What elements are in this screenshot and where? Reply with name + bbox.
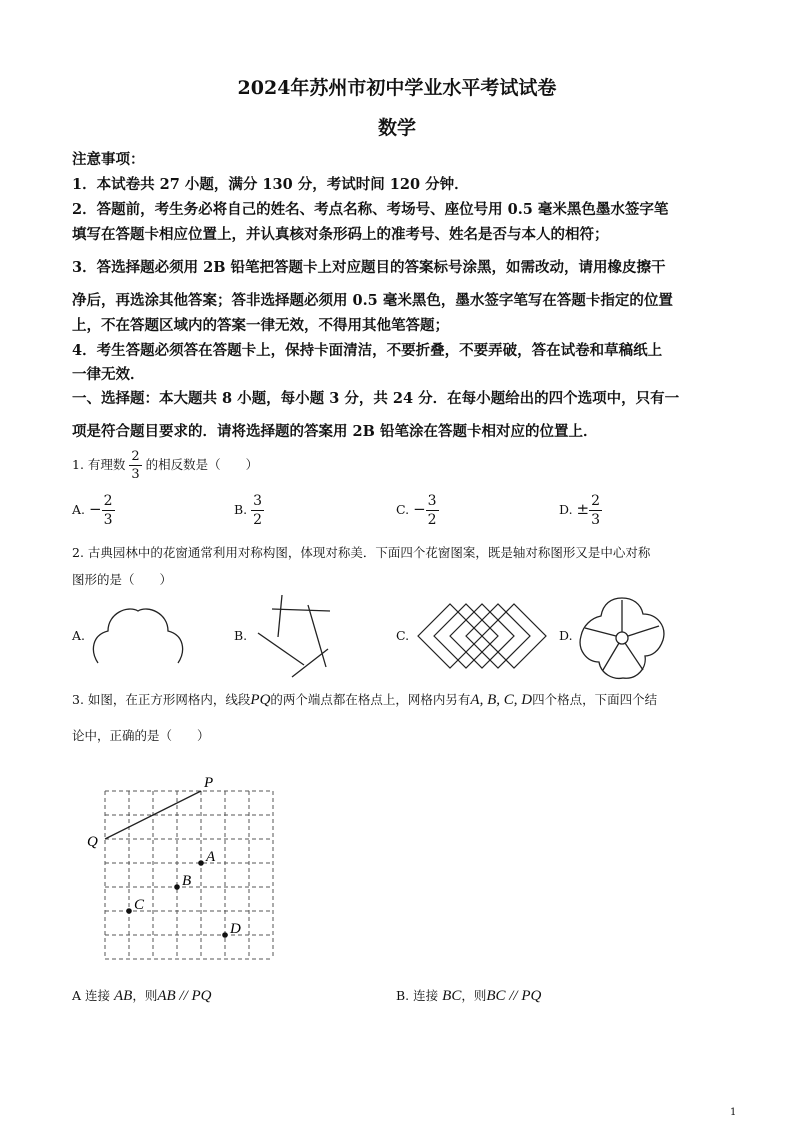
q3-text-a: 3. 如图，在正方形网格内，线段 xyxy=(72,692,251,707)
q1-b-den: 2 xyxy=(253,512,263,528)
notice-heading: 注意事项： xyxy=(72,151,145,168)
q1-a-label: A. xyxy=(72,502,86,517)
page-number: 1 xyxy=(730,1107,737,1118)
section-1-line-1: 一、选择题：本大题共 8 小题，每小题 3 分，共 24 分．在每小题给出的四个选项中，只有一 xyxy=(72,390,680,407)
q3-b-relation: BC // PQ xyxy=(486,988,542,1004)
q1-suffix: 的相反数是（ ） xyxy=(145,457,259,472)
q1-a-frac xyxy=(102,494,115,527)
q3-label-d: D xyxy=(230,921,241,937)
notice-line-2: 2．答题前，考生务必将自己的姓名、考点名称、考场号、座位号用 0.5 毫米黑色墨水签字笔 xyxy=(72,201,669,218)
q1-a-den: 3 xyxy=(103,512,113,528)
q3-a-then: ，则 xyxy=(132,988,158,1003)
q1-b-num: 3 xyxy=(253,493,263,509)
q1-d-num: 2 xyxy=(591,493,601,509)
q3-point-d xyxy=(222,932,228,938)
q3-b-then: ，则 xyxy=(461,988,487,1003)
q3-label-c: C xyxy=(134,897,145,913)
q2-b-label[interactable]: B. xyxy=(234,628,248,643)
q1-b-frac xyxy=(251,494,264,527)
q2-b-pentagon-figure xyxy=(252,593,336,683)
q1-c-num: 3 xyxy=(427,493,437,509)
q3-label-q: Q xyxy=(87,834,98,850)
q2-d-label[interactable]: D. xyxy=(559,628,573,643)
q1-a-num: 2 xyxy=(103,493,113,509)
notice-line-6: 上，不在答题区域内的答案一律无效，不得用其他笔答题； xyxy=(72,317,449,334)
q1-a-sign: − xyxy=(89,500,102,518)
q1-option-d[interactable] xyxy=(559,494,602,527)
q1-option-c[interactable] xyxy=(396,494,439,527)
question-3-line-1 xyxy=(72,690,657,709)
q3-point-c xyxy=(126,908,132,914)
q3-point-b xyxy=(174,884,180,890)
q3-option-b[interactable] xyxy=(396,986,541,1005)
q1-c-sign: − xyxy=(413,500,426,518)
q3-text-c: 四个格点，下面四个结 xyxy=(532,692,658,707)
q1-frac-num: 2 xyxy=(131,449,140,464)
q1-option-a[interactable] xyxy=(72,494,115,527)
q1-c-frac xyxy=(426,494,439,527)
question-3-line-2: 论中，正确的是（ ） xyxy=(72,728,210,743)
q2-a-cloud-figure xyxy=(88,603,188,669)
q1-d-frac xyxy=(589,494,602,527)
q1-fraction xyxy=(129,450,141,481)
q3-a-seg: AB xyxy=(114,988,133,1004)
q1-prefix: 1. 有理数 xyxy=(72,457,126,472)
q1-option-b[interactable] xyxy=(234,494,264,527)
notice-line-3: 填写在答题卡相应位置上，并认真核对条形码上的准考号、姓名是否与本人的相符； xyxy=(72,226,609,243)
question-2-line-1: 2. 古典园林中的花窗通常利用对称构图，体现对称美．下面四个花窗图案，既是轴对称图形又是中心对称 xyxy=(72,545,651,560)
question-1 xyxy=(72,450,258,481)
q3-grid-figure xyxy=(80,772,290,968)
q3-b-text: 连接 xyxy=(413,988,439,1003)
q3-text-b: 的两个端点都在格点上，网格内另有 xyxy=(270,692,471,707)
q3-option-a[interactable] xyxy=(72,986,212,1005)
q2-c-label[interactable]: C. xyxy=(396,628,410,643)
q1-c-den: 2 xyxy=(427,512,437,528)
exam-title: 2024年苏州市初中学业水平考试试卷 xyxy=(237,77,557,99)
q1-d-label: D. xyxy=(559,502,573,517)
q3-label-p: P xyxy=(204,775,214,791)
q3-point-a xyxy=(198,860,204,866)
q3-label-a: A xyxy=(206,849,216,865)
q1-b-label: B. xyxy=(234,502,248,517)
notice-line-1: 1．本试卷共 27 小题，满分 130 分，考试时间 120 分钟． xyxy=(72,176,469,193)
q1-frac-den: 3 xyxy=(131,467,140,482)
notice-line-5: 净后，再选涂其他答案；答非选择题必须用 0.5 毫米黑色，墨水签字笔写在答题卡指定的位置 xyxy=(72,292,673,309)
exam-subject: 数学 xyxy=(377,117,416,139)
q3-b-seg: BC xyxy=(442,988,462,1004)
section-1-line-2: 项是符合题目要求的．请将选择题的答案用 2B 铅笔涂在答题卡相对应的位置上． xyxy=(72,423,598,440)
q2-c-lattice-figure xyxy=(414,600,548,672)
notice-line-4: 3．答选择题必须用 2B 铅笔把答题卡上对应题目的答案标号涂黑，如需改动，请用橡皮擦干 xyxy=(72,259,666,276)
q1-d-sign: ± xyxy=(576,500,590,518)
q3-points: A, B, C, D xyxy=(470,692,533,708)
notice-line-8: 一律无效． xyxy=(72,366,145,383)
q1-d-den: 3 xyxy=(591,512,601,528)
q3-a-relation: AB // PQ xyxy=(157,988,212,1004)
q2-d-flower-figure xyxy=(575,594,669,682)
q1-c-label: C. xyxy=(396,502,410,517)
notice-line-7: 4．考生答题必须答在答题卡上，保持卡面清洁，不要折叠，不要弄破，答在试卷和草稿纸上 xyxy=(72,342,663,359)
q3-b-label: B. xyxy=(396,988,410,1003)
q2-a-label[interactable]: A. xyxy=(72,628,86,643)
question-2-line-2: 图形的是（ ） xyxy=(72,572,173,587)
q3-label-b: B xyxy=(182,873,192,889)
q3-segment-pq: PQ xyxy=(250,692,271,708)
q3-a-label: A xyxy=(72,988,82,1003)
q3-a-text: 连接 xyxy=(85,988,111,1003)
